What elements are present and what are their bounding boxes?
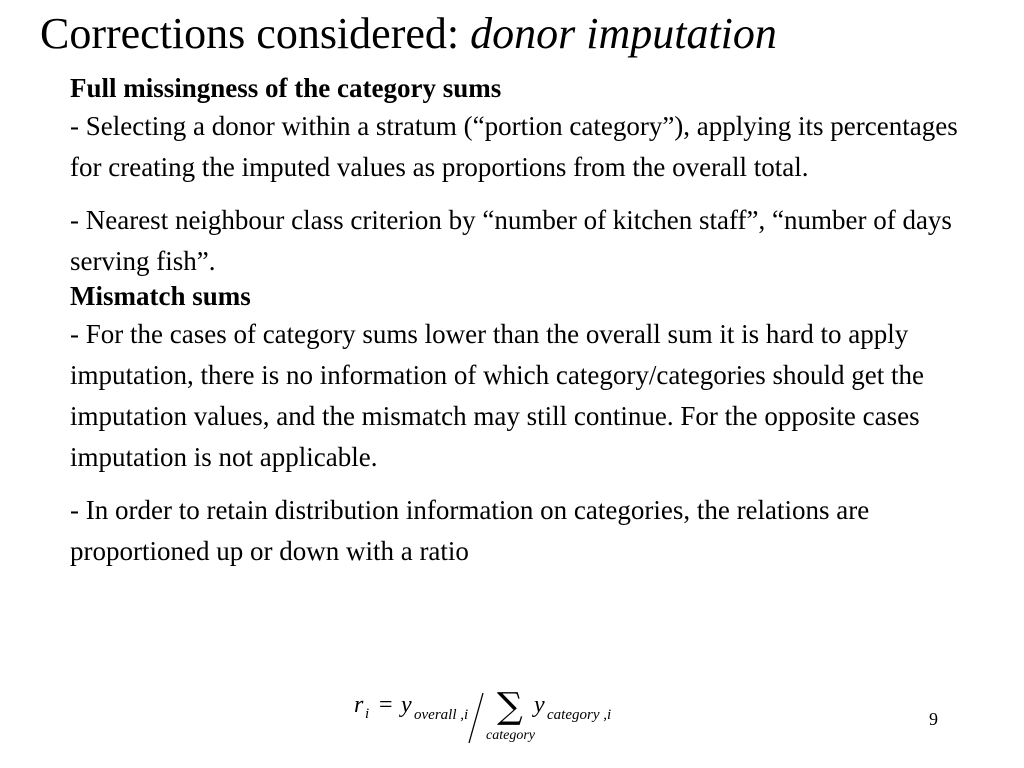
ratio-formula — [352, 688, 632, 748]
slide-title — [40, 8, 777, 60]
formula-lhs-sub: i — [365, 706, 370, 722]
formula-numerator-base: y — [401, 692, 412, 718]
slide-content — [70, 70, 970, 572]
paragraph-donor-selection: - Selecting a donor within a stratum (“portion category”), applying its percentages for creating the imputed values as proportions from the overall total. — [70, 111, 958, 182]
slide-title-italic: donor imputation — [470, 9, 777, 58]
formula-sum-sub: category — [486, 728, 535, 743]
formula-equals: = — [379, 692, 393, 718]
heading-mismatch-sums: Mismatch sums — [70, 281, 251, 311]
slide-title-normal: Corrections considered: — [40, 9, 471, 58]
formula-denominator-base: y — [534, 692, 545, 718]
formula-numerator-sub: overall ,i — [414, 707, 469, 723]
paragraph-ratio: - In order to retain distribution information on categories, the relations are proportioned up or down with a ratio — [70, 495, 870, 566]
paragraph-nearest-neighbour: - Nearest neighbour class criterion by “number of kitchen staff”, “number of days serving fish”. — [70, 205, 952, 276]
formula-fraction-slash — [469, 693, 483, 743]
paragraph-lower-sums: - For the cases of category sums lower than the overall sum it is hard to apply imputation, there is no information of which category/categories should get the imputation values, and the mismatch may still continue. For the opposite cases imputation is not applicable. — [70, 319, 925, 472]
formula-denominator-sub: category ,i — [547, 707, 612, 723]
heading-full-missingness: Full missingness of the category sums — [70, 73, 502, 103]
formula-sum-symbol: ∑ — [497, 688, 523, 727]
page-number: 9 — [929, 709, 938, 729]
formula-lhs-base: r — [354, 692, 364, 718]
